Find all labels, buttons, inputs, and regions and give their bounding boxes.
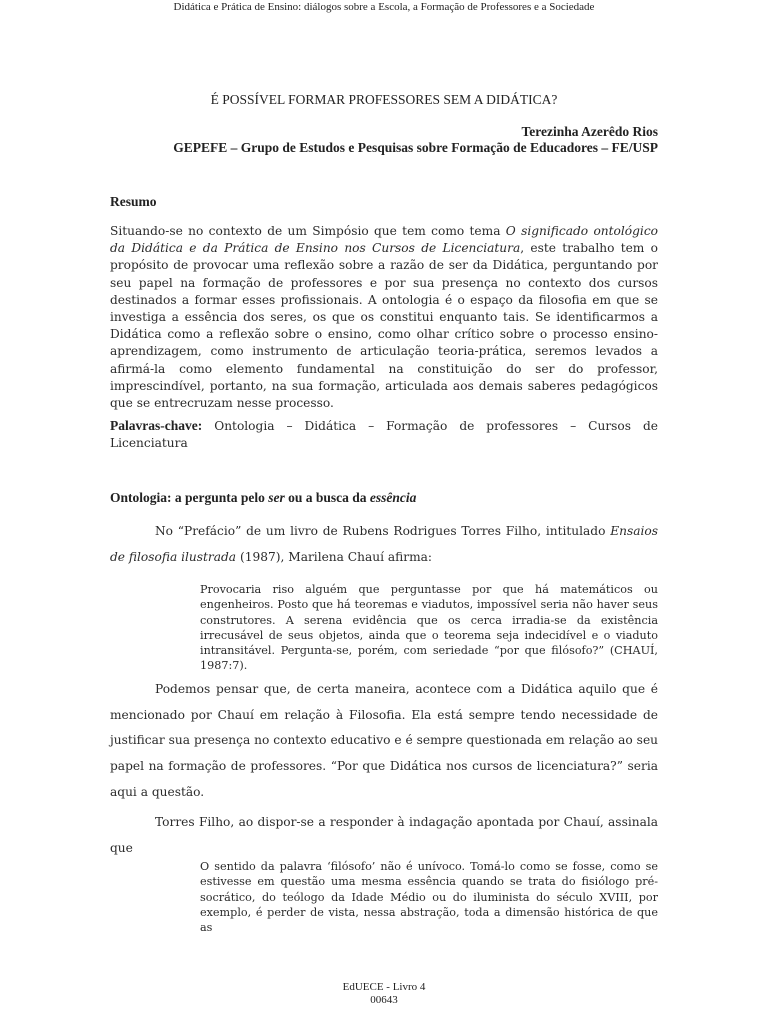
- section-heading-part: Ontologia: a pergunta pelo: [110, 490, 269, 505]
- paragraph-1-text: (1987), Marilena Chauí afirma:: [236, 549, 433, 564]
- abstract-heading: Resumo: [110, 194, 157, 209]
- section-heading-italic: essência: [369, 490, 417, 505]
- footer-book: EdUECE - Livro 4: [342, 981, 426, 993]
- paper-title: É POSSÍVEL FORMAR PROFESSORES SEM A DIDÁTICA?: [210, 92, 558, 107]
- section-heading-italic: ser: [268, 490, 285, 505]
- running-header: Didática e Prática de Ensino: diálogos sobre a Escola, a Formação de Professores e a Sociedade: [173, 1, 595, 13]
- keywords-label: Palavras-chave:: [110, 418, 203, 433]
- book-title: Ensaios de filosofia ilustrada: [110, 524, 658, 564]
- block-quote-1: Provocaria riso alguém que perguntasse por que há matemáticos ou engenheiros. Posto que há teoremas e viadutos, impossível seria não haver seus construtores. A serena evidência que os cerca irradia-se da existência irrecusável de seus objetos, ainda que o teorema seja indecidível e o viaduto intransitável. Pergunta-se, porém, com seriedade “por que filósofo?” (CHAUÍ, 1987:7).: [200, 583, 658, 673]
- symposium-theme: O significado ontológico da Didática e da Prática de Ensino nos Cursos de Licenciatura: [110, 224, 658, 256]
- abstract-rest: , este trabalho tem o propósito de provocar uma reflexão sobre a razão de ser da Didática, perguntando por seu papel na formação de professores e por sua presença no contexto dos cursos destinados a formar esses profissionais. A ontologia é o espaço da filosofia em que se investiga a essência dos seres, os que os constitui enquanto tais. Se identificarmos a Didática como a reflexão sobre o ensino, como olhar crítico sobre o processo ensino-aprendizagem, como instrumento de articulação teoria-prática, seremos levados a afirmá-la como elemento fundamental na constituição do ser do professor, imprescindível, portanto, na sua formação, articulada aos demais saberes pedagógicos que se entrecruzam nesse processo.: [110, 241, 658, 411]
- author-block: [173, 124, 658, 156]
- page-footer: [0, 981, 768, 1007]
- abstract-text: [110, 223, 658, 412]
- paragraph-2: Podemos pensar que, de certa maneira, acontece com a Didática aquilo que é mencionado por Chauí em relação à Filosofia. Ela está sempre tendo necessidade de justificar sua presença no contexto educativo e é sempre questionada em relação ao seu papel na formação de professores. “Por que Didática nos cursos de licenciatura?” seria aqui a questão.: [110, 682, 658, 799]
- section-heading-part: ou a busca da: [284, 490, 370, 505]
- keywords-line: [110, 417, 658, 452]
- page-number: 00643: [370, 994, 398, 1006]
- abstract-lead: Situando-se no contexto de um Simpósio que tem como tema: [110, 224, 506, 238]
- author-name: Terezinha Azerêdo Rios: [521, 124, 658, 139]
- keywords-list: Ontologia – Didática – Formação de professores – Cursos de Licenciatura: [110, 419, 658, 451]
- paragraph-1-text: No “Prefácio” de um livro de Rubens Rodrigues Torres Filho, intitulado: [155, 524, 611, 538]
- author-affiliation: GEPEFE – Grupo de Estudos e Pesquisas sobre Formação de Educadores – FE/USP: [173, 140, 658, 155]
- block-quote-2: O sentido da palavra ‘filósofo’ não é unívoco. Tomá-lo como se fosse, como se estivesse em questão uma mesma essência quando se trata do fisiólogo pré-socrático, do teólogo da Idade Médio ou do iluminista do século XVIII, por exemplo, é perder de vista, nessa abstração, toda a dimensão histórica de que as: [200, 860, 658, 935]
- paragraph-1: [110, 519, 658, 570]
- section-heading: [110, 490, 416, 506]
- paragraph-3: Torres Filho, ao dispor-se a responder à indagação apontada por Chauí, assinala que: [110, 815, 658, 855]
